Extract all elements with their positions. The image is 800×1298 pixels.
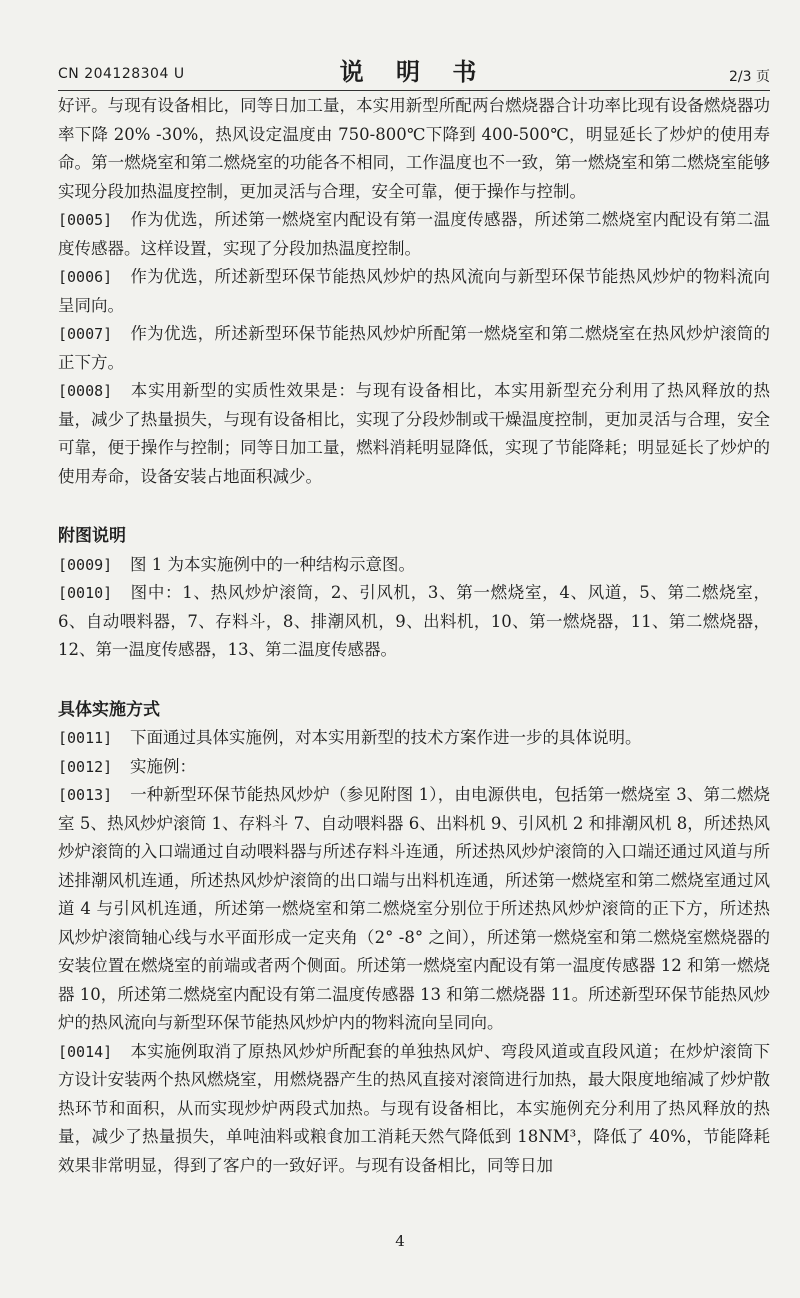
paragraph-number: [0007] — [58, 325, 113, 343]
paragraph-0006: [0006] 作为优选，所述新型环保节能热风炒炉的热风流向与新型环保节能热风炒炉的物料流向呈同向。 — [58, 263, 770, 320]
paragraph-number: [0008] — [58, 382, 113, 400]
paragraph-0012: [0012] 实施例： — [58, 753, 770, 782]
section-heading-figures: 附图说明 — [58, 526, 126, 546]
paragraph-number: [0006] — [58, 268, 113, 286]
page-header — [58, 52, 770, 88]
paragraph-0013: [0013] 一种新型环保节能热风炒炉（参见附图 1），由电源供电，包括第一燃烧室 3、第二燃烧室 5、热风炒炉滚筒 1、存料斗 7、自动喂料器 6、出料机 9、引风机 2 和排潮风机 8，所述热风炒炉滚筒的入口端通过自动喂料器与所述存料斗连通，所述热风炒炉滚筒的入口端还通过风道与所述排潮风机连通，所述热风炒炉滚筒的出口端与出料机连通，所述第一燃烧室和第二燃烧室通过风道 4 与引风机连通，所述第一燃烧室和第二燃烧室分别位于所述热风炒炉滚筒的正下方，所述热风炒炉滚筒轴心线与水平面形成一定夹角（2° -8° 之间），所述第一燃烧室和第二燃烧室燃烧器的安装位置在燃烧室的前端或者两个侧面。所述第一燃烧室内配设有第一温度传感器 12 和第一燃烧器 10，所述第二燃烧室内配设有第二温度传感器 13 和第二燃烧器 11。所述新型环保节能热风炒炉的热风流向与新型环保节能热风炒炉内的物料流向呈同向。 — [58, 781, 770, 1038]
document-number: CN 204128304 U — [58, 66, 185, 82]
paragraph-number: [0005] — [58, 211, 113, 229]
paragraph-0008: [0008] 本实用新型的实质性效果是：与现有设备相比，本实用新型充分利用了热风释放的热量，减少了热量损失，与现有设备相比，实现了分段炒制或干燥温度控制，更加灵活与合理，安全可靠，便于操作与控制；同等日加工量，燃料消耗明显降低，实现了节能降耗；明显延长了炒炉的使用寿命，设备安装占地面积减少。 — [58, 377, 770, 491]
paragraph-0011: [0011] 下面通过具体实施例，对本实用新型的技术方案作进一步的具体说明。 — [58, 724, 770, 753]
paragraph-0009: [0009] 图 1 为本实施例中的一种结构示意图。 — [58, 551, 770, 580]
paragraph-number: [0012] — [58, 757, 113, 776]
paragraph-0007: [0007] 作为优选，所述新型环保节能热风炒炉所配第一燃烧室和第二燃烧室在热风炒炉滚筒的正下方。 — [58, 320, 770, 377]
paragraph-continuation: 好评。与现有设备相比，同等日加工量，本实用新型所配两台燃烧器合计功率比现有设备燃烧器功率下降 20% -30%，热风设定温度由 750-800℃下降到 400-500℃，明显延长了炒炉的使用寿命。第一燃烧室和第二燃烧室的功能各不相同，工作温度也不一致，第一燃烧室和第二燃烧室能够实现分段加热温度控制，更加灵活与合理，安全可靠，便于操作与控制。 — [58, 96, 770, 201]
paragraph-number: [0009] — [58, 555, 113, 574]
paragraph-0014: [0014] 本实施例取消了原热风炒炉所配套的单独热风炉、弯段风道或直段风道；在炒炉滚筒下方设计安装两个热风燃烧室，用燃烧器产生的热风直接对滚筒进行加热，最大限度地缩减了炒炉散热环节和面积，从而实现炒炉两段式加热。与现有设备相比，本实施例充分利用了热风释放的热量，减少了热量损失，单吨油料或粮食加工消耗天然气降低到 18NM³，降低了 40%，节能降耗效果非常明显，得到了客户的一致好评。与现有设备相比，同等日加 — [58, 1038, 770, 1181]
section-heading-embodiment: 具体实施方式 — [58, 699, 160, 720]
header-rule — [58, 90, 770, 91]
document-title: 说 明 书 — [339, 58, 489, 86]
paragraph-number: [0013] — [58, 786, 113, 804]
paragraph-0005: [0005] 作为优选，所述第一燃烧室内配设有第一温度传感器，所述第二燃烧室内配设有第二温度传感器。这样设置，实现了分段加热温度控制。 — [58, 206, 770, 263]
paragraph-number: [0011] — [58, 729, 113, 747]
page-number: 4 — [395, 1232, 405, 1250]
paragraph-0010: [0010] 图中：1、热风炒炉滚筒，2、引风机，3、第一燃烧室，4、风道，5、第二燃烧室，6、自动喂料器，7、存料斗，8、排潮风机，9、出料机，10、第一燃烧器，11、第二燃烧器，12、第一温度传感器，13、第二温度传感器。 — [58, 579, 770, 665]
document-body — [58, 92, 770, 1180]
paragraph-number: [0010] — [58, 584, 113, 602]
page-indicator: 2/3 页 — [729, 69, 770, 85]
paragraph-number: [0014] — [58, 1042, 113, 1061]
